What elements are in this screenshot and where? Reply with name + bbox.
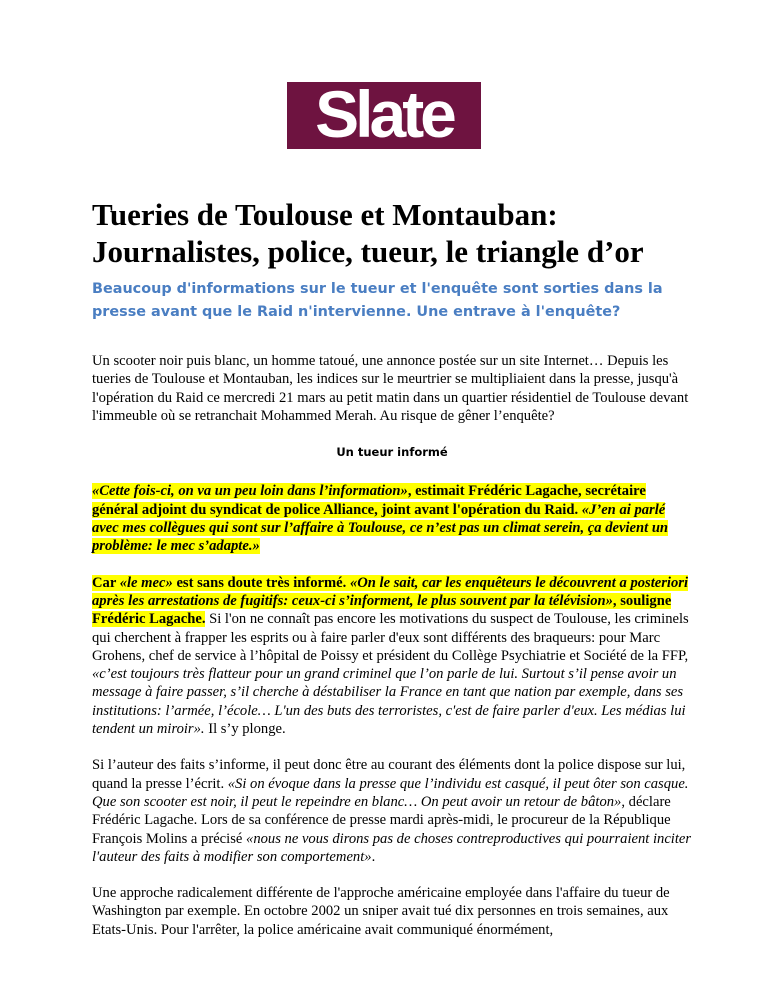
p3-part-e: . — [371, 848, 376, 865]
paragraph-3 — [92, 756, 692, 866]
p2-part-h: Il s’y plonge. — [204, 721, 286, 738]
article-subtitle: Beaucoup d'informations sur le tueur et l'enquête sont sorties dans la presse avant que le Raid n'intervienne. Une entrave à l'enquête? — [92, 281, 663, 320]
quote-1: «Cette fois-ci, on va un peu loin dans l’information» — [92, 483, 408, 500]
p2-part-c: est sans doute très informé. — [172, 574, 350, 591]
p2-part-a: Car — [92, 574, 120, 591]
p2-part-b: «le mec» — [119, 574, 173, 591]
p3-part-c: , déclare Frédéric Lagache. Lors de sa conférence de presse mardi après-midi, le procureur de la République François Molins a précisé — [92, 793, 671, 847]
p2-part-g: «c’est toujours très flatteur pour un grand criminel que l’on parle de lui. Surtout s’il pense avoir un message à faire passer, s’il cherche à déstabiliser la France en tant que nation par exemple, dans ses institutions: l’armée, l’école… L'un des buts des terroristes, c'est de faire parler d'eux. Les médias lui tendent un miroir». — [92, 666, 686, 738]
p2-part-e: , souligne Frédéric Lagache. — [92, 592, 672, 628]
text-1: , estimait Frédéric Lagache, secrétaire général adjoint du syndicat de police Alliance, joint avant l'opération du Raid. — [92, 483, 646, 518]
p2-part-f: Si l'on ne connaît pas encore les motivations du suspect de Toulouse, les criminels qui cherchent à frapper les esprits ou à faire parler d'eux sont différents des braqueurs: pour Marc Grohens, chef de service à l’hôpital de Poissy et président du Collège Psychiatrie et Société de la FFP, — [92, 611, 689, 664]
logo-text: Slate — [315, 76, 453, 151]
section-heading: Un tueur informé — [336, 445, 448, 460]
article-title: Tueries de Toulouse et Montauban: Journalistes, police, tueur, le triangle d’or — [92, 197, 644, 269]
p3-part-b: «Si on évoque dans la presse que l’individu est casqué, il peut ôter son casque. Que son scooter est noir, il peut le repeindre en blanc… On peut avoir un retour de bâton» — [92, 775, 689, 810]
p3-part-d: «nous ne vous dirons pas de choses contreproductives qui pourraient inciter l'auteur des faits à modifier son comportement» — [92, 830, 692, 865]
quote-2: «J’en ai parlé avec mes collègues qui sont sur l’affaire à Toulouse, ce n’est pas un climat serein, ça devient un problème: le mec s’adapte.» — [92, 501, 669, 555]
p3-part-a: Si l’auteur des faits s’informe, il peut donc être au courant des éléments dont la police dispose sur lui, quand la presse l’écrit. — [92, 757, 686, 792]
paragraph-4: Une approche radicalement différente de l'approche américaine employée dans l'affaire du tueur de Washington par exemple. En octobre 2002 un sniper avait tué dix personnes en trois semaines, aux Etats-Unis. Pour l'arrêter, la police américaine avait communiqué énormément, — [92, 885, 670, 938]
paragraph-1 — [92, 482, 692, 555]
intro-paragraph: Un scooter noir puis blanc, un homme tatoué, une annonce postée sur un site Internet… Depuis les tueries de Toulouse et Montauban, les indices sur le meurtrier se multipliaient dans la presse, jusqu'à l'opération du Raid ce mercredi 21 mars au petit matin dans un quartier résidentiel de Toulouse devant l'immeuble où se retranchait Mohammed Merah. Au risque de gêner l’enquête? — [92, 353, 689, 424]
article-body — [92, 352, 692, 957]
slate-logo — [287, 76, 481, 151]
p2-part-d: «On le sait, car les enquêteurs le découvrent a posteriori après les arrestations de fugitifs: ceux-ci s’informent, le plus souvent par la télévision» — [92, 574, 689, 609]
paragraph-2 — [92, 574, 692, 739]
